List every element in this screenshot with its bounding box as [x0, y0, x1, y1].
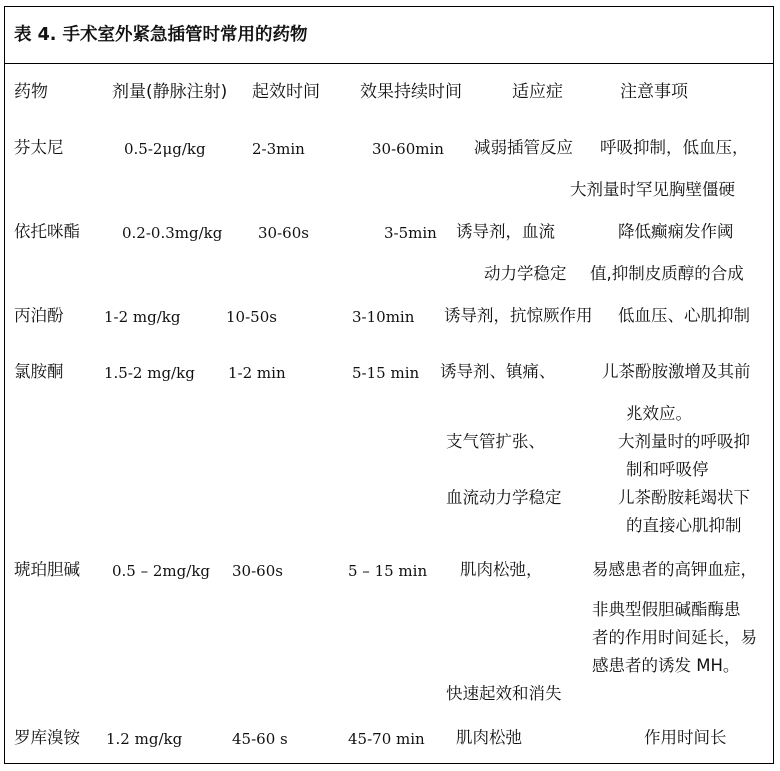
row-3-duration: 3-10min	[352, 308, 415, 326]
row-4-note-line-3: 大剂量时的呼吸抑	[618, 432, 750, 451]
row-1-drug: 芬太尼	[14, 138, 64, 157]
row-2-indication-line-1: 诱导剂，血流	[456, 222, 555, 241]
row-5-note-line-1: 易感患者的高钾血症，	[592, 560, 757, 579]
row-4-indication-line-3: 血流动力学稳定	[446, 488, 562, 507]
row-3-drug: 丙泊酚	[14, 306, 64, 325]
row-6-indication: 肌肉松弛	[456, 728, 522, 747]
row-1-note-line-1: 呼吸抑制，低血压，	[600, 138, 749, 157]
row-5-dose: 0.5 – 2mg/kg	[112, 562, 211, 580]
row-5-indication-line-1: 肌肉松弛，	[460, 560, 543, 579]
row-1-indication: 减弱插管反应	[474, 138, 573, 157]
row-5-onset: 30-60s	[232, 562, 283, 580]
header-duration: 效果持续时间	[360, 82, 462, 102]
row-5-note-line-2: 非典型假胆碱酯酶患	[592, 600, 741, 619]
row-1-duration: 30-60min	[372, 140, 444, 158]
header-drug: 药物	[14, 82, 48, 102]
row-5-note-line-3: 者的作用时间延长，易	[592, 628, 757, 647]
row-1-note-line-2: 大剂量时罕见胸壁僵硬	[570, 180, 735, 199]
row-2-drug: 依托咪酯	[14, 222, 80, 241]
row-5-duration: 5 – 15 min	[348, 562, 428, 580]
table-title: 表 4. 手术室外紧急插管时常用的药物	[14, 25, 308, 45]
row-2-onset: 30-60s	[258, 224, 309, 242]
row-4-note-line-5: 儿茶酚胺耗竭状下	[618, 488, 750, 507]
header-notes: 注意事项	[620, 82, 688, 102]
row-4-note-line-6: 的直接心肌抑制	[626, 516, 742, 535]
row-4-drug: 氯胺酮	[14, 362, 64, 381]
row-4-indication-line-2: 支气管扩张、	[446, 432, 545, 451]
row-2-note-line-2: 值,抑制皮质醇的合成	[590, 264, 744, 283]
row-4-duration: 5-15 min	[352, 364, 420, 382]
row-5-drug: 琥珀胆碱	[14, 560, 80, 579]
row-6-dose: 1.2 mg/kg	[106, 730, 183, 748]
row-5-indication-line-2: 快速起效和消失	[446, 684, 562, 703]
row-4-note-line-2: 兆效应。	[626, 404, 692, 423]
header-indication: 适应症	[512, 82, 563, 102]
header-onset: 起效时间	[252, 82, 320, 102]
row-4-indication-line-1: 诱导剂、镇痛、	[440, 362, 556, 381]
row-3-notes: 低血压、心肌抑制	[618, 306, 750, 325]
row-4-onset: 1-2 min	[228, 364, 286, 382]
row-1-onset: 2-3min	[252, 140, 305, 158]
row-5-note-line-4: 感患者的诱发 MH。	[592, 656, 740, 675]
row-4-note-line-4: 制和呼吸停	[626, 460, 709, 479]
row-3-onset: 10-50s	[226, 308, 277, 326]
row-2-indication-line-2: 动力学稳定	[484, 264, 567, 283]
header-dose: 剂量(静脉注射)	[112, 82, 228, 102]
row-3-indication: 诱导剂，抗惊厥作用	[444, 306, 593, 325]
row-2-duration: 3-5min	[384, 224, 437, 242]
row-6-notes: 作用时间长	[644, 728, 727, 747]
row-6-drug: 罗库溴铵	[14, 728, 80, 747]
row-4-dose: 1.5-2 mg/kg	[104, 364, 195, 382]
table-frame	[4, 6, 774, 764]
row-4-note-line-1: 儿茶酚胺激增及其前	[602, 362, 751, 381]
row-2-dose: 0.2-0.3mg/kg	[122, 224, 223, 242]
row-6-onset: 45-60 s	[232, 730, 288, 748]
row-2-note-line-1: 降低癫痫发作阈	[618, 222, 734, 241]
row-3-dose: 1-2 mg/kg	[104, 308, 181, 326]
row-6-duration: 45-70 min	[348, 730, 425, 748]
row-1-dose: 0.5-2μg/kg	[124, 140, 206, 158]
